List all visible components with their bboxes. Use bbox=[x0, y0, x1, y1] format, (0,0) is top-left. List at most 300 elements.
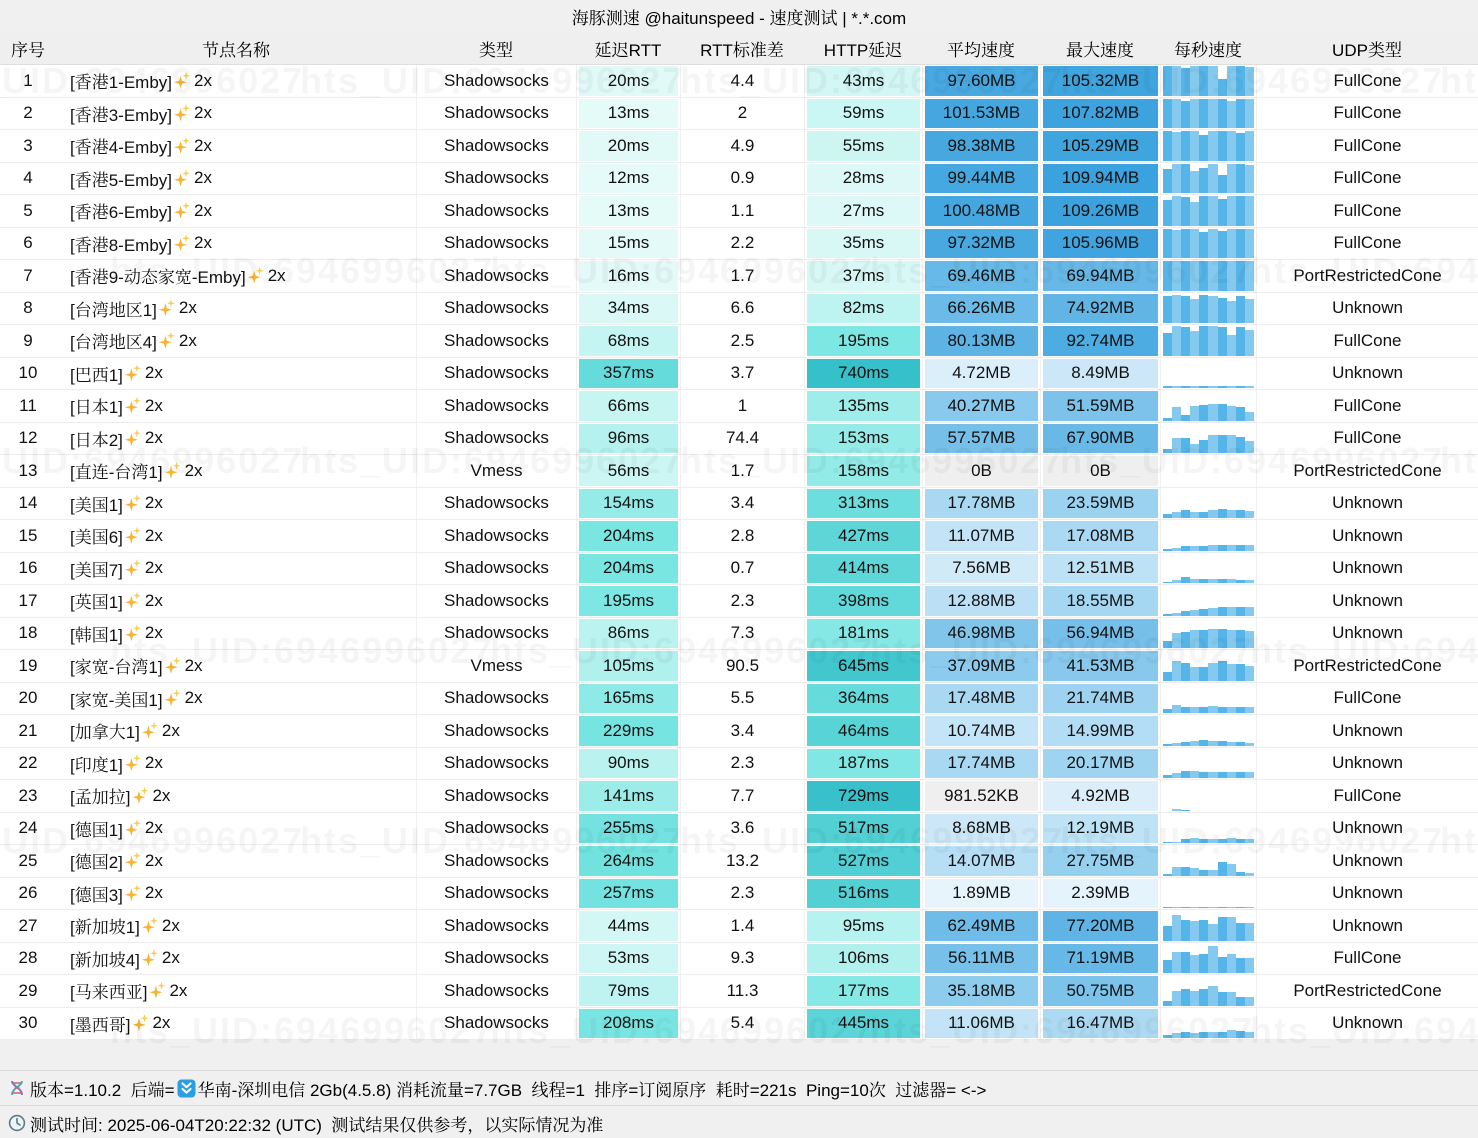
node-multiplier-label: 2x bbox=[144, 395, 163, 415]
cell-http-latency: 427ms bbox=[804, 520, 922, 552]
cell-udp-type: Unknown bbox=[1256, 618, 1478, 650]
cell-index: 21 bbox=[18, 720, 38, 740]
cell-node-name bbox=[56, 163, 416, 195]
cell-speed-bars bbox=[1160, 943, 1256, 975]
cell-http-latency: 398ms bbox=[804, 585, 922, 617]
speed-bar bbox=[1181, 867, 1190, 876]
cell-speed-bars bbox=[1160, 65, 1256, 97]
cell-avg-speed: 8.68MB bbox=[922, 813, 1040, 845]
speed-bar bbox=[1181, 920, 1190, 941]
speed-bar bbox=[1227, 917, 1236, 941]
speed-bar bbox=[1245, 923, 1254, 941]
speed-bar bbox=[1245, 67, 1254, 95]
speed-bar bbox=[1199, 707, 1208, 713]
cell-speed-bars bbox=[1160, 358, 1256, 390]
speed-sparkline bbox=[1163, 554, 1254, 584]
speed-bar bbox=[1181, 164, 1190, 194]
cell-index: 17 bbox=[18, 590, 38, 610]
speed-bar bbox=[1227, 630, 1236, 648]
cell-type: Shadowsocks bbox=[416, 845, 576, 877]
speed-bar bbox=[1236, 907, 1245, 908]
cell-index: 16 bbox=[18, 558, 38, 578]
cell-type: Shadowsocks bbox=[416, 943, 576, 975]
speed-bar bbox=[1172, 661, 1181, 680]
speed-bar bbox=[1181, 577, 1190, 583]
speed-bar bbox=[1227, 838, 1236, 843]
cell-speed-bars bbox=[1160, 325, 1256, 357]
table-row bbox=[0, 585, 1478, 618]
cell-index: 11 bbox=[19, 395, 37, 415]
speed-bar bbox=[1172, 295, 1181, 323]
sparkles-icon bbox=[174, 235, 190, 251]
speed-sparkline bbox=[1163, 424, 1254, 454]
node-name-label: [德国2] bbox=[70, 853, 123, 873]
node-multiplier-label: 2x bbox=[144, 623, 163, 643]
speed-bar bbox=[1163, 229, 1172, 259]
speed-bar bbox=[1181, 742, 1190, 746]
speed-bar bbox=[1172, 164, 1181, 194]
col-header-udp-type: UDP类型 bbox=[1332, 40, 1402, 60]
speed-bar bbox=[1208, 229, 1217, 259]
cell-index: 6 bbox=[23, 233, 33, 253]
cell-rtt-std: 1.7 bbox=[680, 260, 804, 292]
dna-icon bbox=[8, 1079, 26, 1097]
cell-udp-type: FullCone bbox=[1256, 130, 1478, 162]
cell-rtt: 208ms bbox=[576, 1008, 680, 1040]
cell-avg-speed: 981.52KB bbox=[922, 780, 1040, 812]
sparkles-icon bbox=[159, 333, 175, 349]
cell-speed-bars bbox=[1160, 878, 1256, 910]
cell-udp-type: Unknown bbox=[1256, 488, 1478, 520]
cell-speed-bars bbox=[1160, 683, 1256, 715]
table-row bbox=[0, 520, 1478, 553]
speed-bar bbox=[1172, 230, 1181, 258]
speed-bar bbox=[1245, 666, 1254, 681]
col-header-rtt-std: RTT标准差 bbox=[700, 40, 784, 60]
speed-bar bbox=[1218, 772, 1227, 778]
cell-udp-type: FullCone bbox=[1256, 163, 1478, 195]
table-row bbox=[0, 325, 1478, 358]
speed-sparkline bbox=[1163, 846, 1254, 876]
speed-sparkline bbox=[1163, 651, 1254, 681]
speed-bar bbox=[1181, 296, 1190, 323]
cell-udp-type: FullCone bbox=[1256, 325, 1478, 357]
speed-bar bbox=[1236, 261, 1245, 291]
cell-index: 9 bbox=[23, 330, 33, 350]
speed-bar bbox=[1181, 415, 1190, 420]
speed-bar bbox=[1218, 175, 1227, 193]
speed-bar bbox=[1236, 296, 1245, 323]
node-multiplier-label: 2x bbox=[169, 980, 188, 1000]
cell-rtt-std: 1.1 bbox=[680, 195, 804, 227]
cell-speed-bars bbox=[1160, 390, 1256, 422]
cell-rtt: 34ms bbox=[576, 293, 680, 325]
speed-bar bbox=[1190, 921, 1199, 940]
speed-bar bbox=[1163, 614, 1172, 616]
speed-bar bbox=[1208, 907, 1217, 908]
speed-bar bbox=[1227, 386, 1236, 388]
node-name-label: [香港1-Emby] bbox=[70, 73, 173, 93]
sparkles-icon bbox=[248, 268, 264, 284]
cell-type: Shadowsocks bbox=[416, 1008, 576, 1040]
cell-index: 26 bbox=[18, 883, 38, 903]
speed-bar bbox=[1163, 874, 1172, 876]
node-name-label: [香港8-Emby] bbox=[70, 235, 173, 255]
speed-bar bbox=[1208, 772, 1217, 778]
cell-rtt: 44ms bbox=[576, 910, 680, 942]
speed-bar bbox=[1245, 99, 1254, 129]
cell-avg-speed: 1.89MB bbox=[922, 878, 1040, 910]
node-multiplier-label: 2x bbox=[144, 525, 163, 545]
speed-bar bbox=[1190, 868, 1199, 875]
footer-config-line bbox=[0, 1070, 1478, 1105]
speed-bar bbox=[1163, 960, 1172, 973]
speed-bar bbox=[1208, 629, 1217, 648]
node-name-label: [新加坡4] bbox=[70, 950, 140, 970]
node-multiplier-label: 2x bbox=[144, 558, 163, 578]
cell-rtt-std: 5.4 bbox=[680, 1008, 804, 1040]
speed-sparkline bbox=[1163, 911, 1254, 941]
cell-type: Shadowsocks bbox=[416, 260, 576, 292]
speed-bar bbox=[1208, 99, 1217, 129]
speed-bar bbox=[1172, 99, 1181, 129]
speed-bar bbox=[1236, 1031, 1245, 1038]
speed-bar bbox=[1163, 1035, 1172, 1038]
speed-bar bbox=[1181, 438, 1190, 453]
speed-bar bbox=[1245, 511, 1254, 518]
cell-rtt: 154ms bbox=[576, 488, 680, 520]
speed-sparkline bbox=[1163, 391, 1254, 421]
speed-bar bbox=[1236, 437, 1245, 453]
cell-rtt: 255ms bbox=[576, 813, 680, 845]
cell-index: 13 bbox=[18, 460, 38, 480]
cell-index: 24 bbox=[18, 818, 38, 838]
cell-avg-speed: 80.13MB bbox=[922, 325, 1040, 357]
footer-backend-stats-label: 华南-深圳电信 2Gb(4.5.8) 消耗流量=7.7GB 线程=1 排序=订阅原序 耗时=221s Ping=10次 过滤器= <-> bbox=[197, 1080, 987, 1100]
speed-sparkline bbox=[1163, 619, 1254, 649]
speed-sparkline bbox=[1163, 586, 1254, 616]
cell-rtt-std: 6.6 bbox=[680, 293, 804, 325]
cell-type: Shadowsocks bbox=[416, 715, 576, 747]
cell-http-latency: 195ms bbox=[804, 325, 922, 357]
cell-http-latency: 645ms bbox=[804, 650, 922, 682]
sparkles-icon bbox=[125, 593, 141, 609]
speed-bar bbox=[1163, 514, 1172, 518]
cell-rtt-std: 4.9 bbox=[680, 130, 804, 162]
speed-bar bbox=[1181, 611, 1190, 615]
speed-bar bbox=[1199, 295, 1208, 323]
cell-avg-speed: 69.46MB bbox=[922, 260, 1040, 292]
cell-rtt: 86ms bbox=[576, 618, 680, 650]
cell-rtt: 56ms bbox=[576, 455, 680, 487]
cell-rtt-std: 0.9 bbox=[680, 163, 804, 195]
cell-max-speed: 16.47MB bbox=[1040, 1008, 1160, 1040]
node-multiplier-label: 2x bbox=[144, 493, 163, 513]
speed-bar bbox=[1218, 509, 1227, 518]
cell-udp-type: FullCone bbox=[1256, 423, 1478, 455]
cell-type: Shadowsocks bbox=[416, 585, 576, 617]
cell-http-latency: 181ms bbox=[804, 618, 922, 650]
speed-bar bbox=[1227, 954, 1236, 973]
speed-bar bbox=[1163, 333, 1172, 356]
cell-rtt-std: 3.6 bbox=[680, 813, 804, 845]
speed-sparkline bbox=[1163, 684, 1254, 714]
table-row bbox=[0, 683, 1478, 716]
cell-node-name bbox=[56, 195, 416, 227]
cell-http-latency: 187ms bbox=[804, 748, 922, 780]
cell-rtt-std: 3.4 bbox=[680, 715, 804, 747]
cell-avg-speed: 11.07MB bbox=[922, 520, 1040, 552]
node-multiplier-label: 2x bbox=[194, 103, 212, 123]
col-header-rtt: 延迟RTT bbox=[594, 40, 662, 60]
table-row bbox=[0, 163, 1478, 196]
speed-bar bbox=[1227, 66, 1236, 96]
speed-bar bbox=[1172, 326, 1181, 356]
cell-type: Shadowsocks bbox=[416, 488, 576, 520]
cell-type: Shadowsocks bbox=[416, 618, 576, 650]
cell-node-name bbox=[56, 1008, 416, 1040]
table-header-row bbox=[0, 32, 1478, 65]
speed-bar bbox=[1227, 164, 1236, 194]
cell-rtt: 204ms bbox=[576, 520, 680, 552]
speed-bar bbox=[1208, 261, 1217, 291]
speed-bar bbox=[1208, 741, 1217, 746]
speed-bar bbox=[1199, 740, 1208, 745]
speed-sparkline bbox=[1163, 164, 1254, 194]
cell-max-speed: 50.75MB bbox=[1040, 975, 1160, 1007]
cell-node-name bbox=[56, 423, 416, 455]
cell-udp-type: FullCone bbox=[1256, 943, 1478, 975]
cell-type: Shadowsocks bbox=[416, 813, 576, 845]
cell-avg-speed: 57.57MB bbox=[922, 423, 1040, 455]
titlebar bbox=[0, 0, 1478, 32]
cell-type: Shadowsocks bbox=[416, 98, 576, 130]
node-name-label: [新加坡1] bbox=[70, 918, 140, 938]
speed-bar bbox=[1163, 169, 1172, 193]
speed-bar bbox=[1163, 582, 1172, 583]
speed-bar bbox=[1163, 449, 1172, 453]
speed-bar bbox=[1218, 1032, 1227, 1038]
speed-bar bbox=[1172, 613, 1181, 616]
speed-bar bbox=[1190, 610, 1199, 615]
node-name-label: [美国6] bbox=[70, 528, 123, 548]
sparkles-icon bbox=[125, 755, 141, 771]
speed-bar bbox=[1163, 1001, 1172, 1005]
speed-bar bbox=[1236, 839, 1245, 843]
speed-bar bbox=[1172, 196, 1181, 226]
speed-bar bbox=[1208, 706, 1217, 713]
speed-bar bbox=[1163, 775, 1172, 778]
speed-bar bbox=[1190, 66, 1199, 96]
cell-node-name bbox=[56, 878, 416, 910]
cell-index: 20 bbox=[18, 688, 38, 708]
cell-max-speed: 20.17MB bbox=[1040, 748, 1160, 780]
cell-rtt: 357ms bbox=[576, 358, 680, 390]
node-name-label: [家宽-美国1] bbox=[70, 690, 163, 710]
footer bbox=[0, 1040, 1478, 1138]
footer-time-line bbox=[0, 1105, 1478, 1138]
cell-http-latency: 95ms bbox=[804, 910, 922, 942]
cell-avg-speed: 17.78MB bbox=[922, 488, 1040, 520]
node-name-label: [香港9-动态家宽-Emby] bbox=[70, 268, 246, 288]
speed-bar bbox=[1245, 261, 1254, 291]
sparkles-icon bbox=[142, 723, 158, 739]
speed-bar bbox=[1181, 386, 1190, 388]
speed-bar bbox=[1236, 664, 1245, 680]
table-row bbox=[0, 390, 1478, 423]
cell-max-speed: 12.19MB bbox=[1040, 813, 1160, 845]
speed-bar bbox=[1208, 510, 1217, 518]
speed-bar bbox=[1199, 440, 1208, 453]
speed-bar bbox=[1190, 386, 1199, 388]
speed-bar bbox=[1236, 133, 1245, 160]
cell-rtt-std: 74.4 bbox=[680, 423, 804, 455]
cell-udp-type: Unknown bbox=[1256, 748, 1478, 780]
cell-type: Vmess bbox=[416, 650, 576, 682]
speed-bar bbox=[1190, 667, 1199, 680]
cell-index: 29 bbox=[18, 980, 38, 1000]
speed-bar bbox=[1163, 549, 1172, 551]
cell-http-latency: 445ms bbox=[804, 1008, 922, 1040]
speed-bar bbox=[1181, 707, 1190, 713]
cell-node-name bbox=[56, 780, 416, 812]
cell-node-name bbox=[56, 130, 416, 162]
cell-speed-bars bbox=[1160, 260, 1256, 292]
cell-index: 22 bbox=[18, 753, 38, 773]
cell-udp-type: PortRestrictedCone bbox=[1256, 650, 1478, 682]
speed-bar bbox=[1181, 907, 1190, 908]
speed-bar bbox=[1245, 873, 1254, 876]
cell-speed-bars bbox=[1160, 163, 1256, 195]
node-name-label: [墨西哥] bbox=[70, 1015, 131, 1035]
cell-type: Shadowsocks bbox=[416, 423, 576, 455]
speed-bar bbox=[1218, 862, 1227, 875]
speed-bar bbox=[1236, 630, 1245, 648]
cell-avg-speed: 12.88MB bbox=[922, 585, 1040, 617]
cell-avg-speed: 11.06MB bbox=[922, 1008, 1040, 1040]
cell-udp-type: FullCone bbox=[1256, 780, 1478, 812]
node-name-label: [加拿大1] bbox=[70, 723, 140, 743]
cell-avg-speed: 100.48MB bbox=[922, 195, 1040, 227]
node-name-label: [巴西1] bbox=[70, 365, 123, 385]
col-header-index: 序号 bbox=[11, 40, 45, 60]
col-header-type: 类型 bbox=[479, 40, 513, 60]
speed-bar bbox=[1227, 435, 1236, 453]
speed-bar bbox=[1181, 546, 1190, 550]
cell-rtt: 257ms bbox=[576, 878, 680, 910]
table-row bbox=[0, 130, 1478, 163]
speed-bar bbox=[1208, 164, 1217, 194]
cell-speed-bars bbox=[1160, 618, 1256, 650]
cell-speed-bars bbox=[1160, 975, 1256, 1007]
cell-type: Shadowsocks bbox=[416, 878, 576, 910]
cell-avg-speed: 17.48MB bbox=[922, 683, 1040, 715]
cell-speed-bars bbox=[1160, 1008, 1256, 1040]
cell-avg-speed: 66.26MB bbox=[922, 293, 1040, 325]
cell-index: 12 bbox=[18, 428, 38, 448]
cell-max-speed: 51.59MB bbox=[1040, 390, 1160, 422]
speed-bar bbox=[1199, 66, 1208, 96]
speed-bar bbox=[1208, 946, 1217, 973]
cell-type: Shadowsocks bbox=[416, 748, 576, 780]
cell-max-speed: 41.53MB bbox=[1040, 650, 1160, 682]
cell-http-latency: 740ms bbox=[804, 358, 922, 390]
cell-rtt-std: 1.4 bbox=[680, 910, 804, 942]
cell-rtt-std: 3.4 bbox=[680, 488, 804, 520]
speed-sparkline bbox=[1163, 1009, 1254, 1039]
cell-rtt: 20ms bbox=[576, 65, 680, 97]
cell-speed-bars bbox=[1160, 130, 1256, 162]
cell-rtt: 90ms bbox=[576, 748, 680, 780]
cell-type: Shadowsocks bbox=[416, 910, 576, 942]
node-name-label: [韩国1] bbox=[70, 625, 123, 645]
node-name-label: [日本1] bbox=[70, 398, 123, 418]
speed-bar bbox=[1218, 435, 1227, 453]
node-name-label: [德国3] bbox=[70, 885, 123, 905]
cell-speed-bars bbox=[1160, 553, 1256, 585]
speed-bar bbox=[1245, 772, 1254, 778]
speed-bar bbox=[1199, 609, 1208, 615]
cell-rtt-std: 2.3 bbox=[680, 748, 804, 780]
cell-node-name bbox=[56, 553, 416, 585]
node-multiplier-label: 2x bbox=[194, 168, 212, 188]
speed-bar bbox=[1199, 907, 1208, 908]
cell-avg-speed: 10.74MB bbox=[922, 715, 1040, 747]
cell-avg-speed: 4.72MB bbox=[922, 358, 1040, 390]
speed-bar bbox=[1208, 986, 1217, 1005]
sparkles-icon bbox=[142, 950, 158, 966]
cell-udp-type: Unknown bbox=[1256, 878, 1478, 910]
speed-bar bbox=[1163, 418, 1172, 421]
footer-test-time-label: 测试时间: 2025-06-04T20:22:32 (UTC) 测试结果仅供参考，以实际情况为准 bbox=[30, 1115, 604, 1135]
speed-sparkline bbox=[1163, 294, 1254, 324]
speed-bar bbox=[1227, 545, 1236, 550]
cell-index: 27 bbox=[18, 915, 38, 935]
cell-index: 28 bbox=[18, 948, 38, 968]
cell-rtt: 96ms bbox=[576, 423, 680, 455]
cell-http-latency: 464ms bbox=[804, 715, 922, 747]
speed-sparkline bbox=[1163, 66, 1254, 96]
node-multiplier-label: 2x bbox=[144, 850, 163, 870]
cell-max-speed: 105.29MB bbox=[1040, 130, 1160, 162]
node-name-label: [英国1] bbox=[70, 593, 123, 613]
speed-bar bbox=[1190, 261, 1199, 291]
cell-avg-speed: 35.18MB bbox=[922, 975, 1040, 1007]
cell-rtt: 66ms bbox=[576, 390, 680, 422]
cell-rtt-std: 2.3 bbox=[680, 878, 804, 910]
cell-rtt: 20ms bbox=[576, 130, 680, 162]
cell-type: Shadowsocks bbox=[416, 358, 576, 390]
cell-max-speed: 109.94MB bbox=[1040, 163, 1160, 195]
speed-bar bbox=[1227, 510, 1236, 518]
speed-bar bbox=[1163, 926, 1172, 941]
speed-bar bbox=[1172, 907, 1181, 908]
cell-rtt: 141ms bbox=[576, 780, 680, 812]
node-multiplier-label: 2x bbox=[161, 948, 180, 968]
cell-speed-bars bbox=[1160, 715, 1256, 747]
table-row bbox=[0, 618, 1478, 651]
cell-rtt-std: 7.3 bbox=[680, 618, 804, 650]
cell-node-name bbox=[56, 260, 416, 292]
speed-bar bbox=[1190, 331, 1199, 355]
sparkles-icon bbox=[174, 105, 190, 121]
speed-bar bbox=[1218, 957, 1227, 973]
speed-bar bbox=[1245, 412, 1254, 421]
cell-max-speed: 21.74MB bbox=[1040, 683, 1160, 715]
speed-bar bbox=[1218, 917, 1227, 941]
speed-bar bbox=[1218, 131, 1227, 161]
speed-bar bbox=[1245, 131, 1254, 161]
